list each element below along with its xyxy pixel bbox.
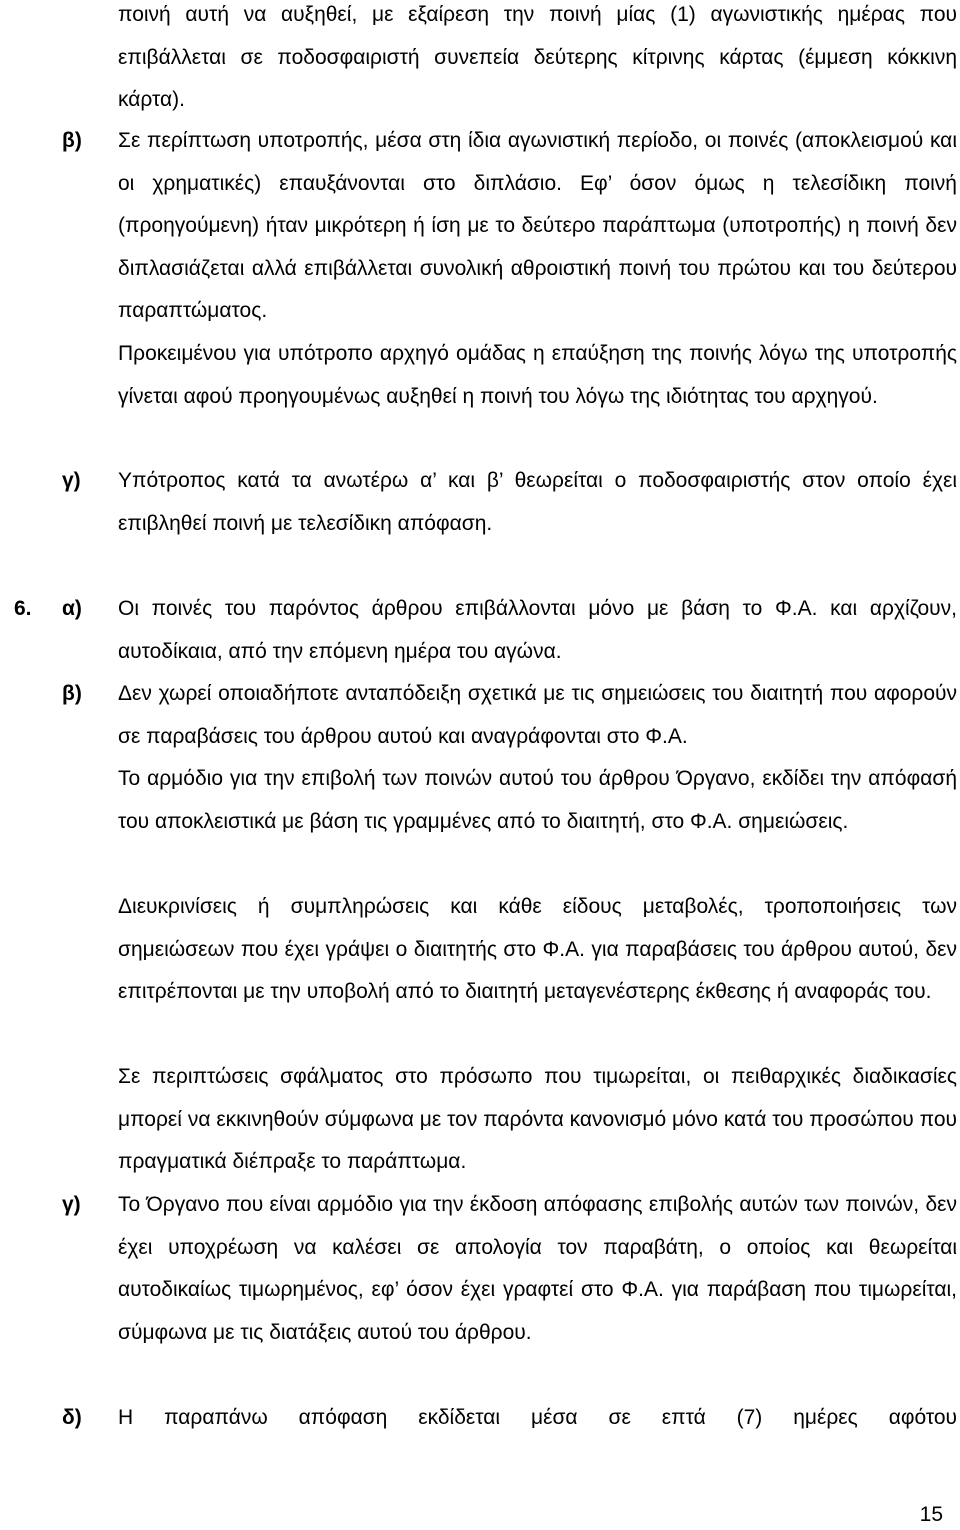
paragraph-captain-recurrence: Προκειμένου για υπότροπο αρχηγό ομάδας η επαύξηση της ποινής λόγω της υποτροπής γίνεται αφού προηγουμένως αυξηθεί η ποινή του λόγω της ιδιότητας του αρχηγού. [118, 342, 957, 408]
paragraph-6b-4: Σε περιπτώσεις σφάλματος στο πρόσωπο που τιμωρείται, οι πειθαρχικές διαδικασίες μπορεί να εκκινηθούν σύμφωνα με τον παρόντα κανονισμό μόνο κατά του προσώπου που πραγματικά διέπραξε το παράπτωμα. [118, 1065, 957, 1173]
paragraph-6d: Η παραπάνω απόφαση εκδίδεται μέσα σε επτά (7) ημέρες αφότου [118, 1406, 957, 1429]
paragraph-recurrence: Σε περίπτωση υποτροπής, μέσα στη ίδια αγωνιστική περίοδο, οι ποινές (αποκλεισμού και οι χρηματικές) επαυξάνονται στο διπλάσιο. Εφ’ όσον όμως η τελεσίδικη ποινή (προηγούμενη) ήταν μικρότερη ή ίση με το δεύτερο παράπτωμα (υποτροπής) η ποινή δεν διπλασιάζεται αλλά επιβάλλεται συνολική αθροιστική ποινή του πρώτου και του δεύτερου παραπτώματος. [118, 129, 957, 322]
intro-paragraph: ποινή αυτή να αυξηθεί, με εξαίρεση την ποινή μίας (1) αγωνιστικής ημέρας που επιβάλλεται σε ποδοσφαιριστή συνεπεία δεύτερης κίτρινης κάρτας (έμμεση κόκκινη κάρτα). [118, 3, 957, 111]
item-label-6d: δ) [62, 1406, 82, 1429]
paragraph-6g: Το Όργανο που είναι αρμόδιο για την έκδοση απόφασης επιβολής αυτών των ποινών, δεν έχει υποχρέωση να καλέσει σε απολογία τον παραβάτη, ο οποίος και θεωρείται αυτοδικαίως τιμωρημένος, εφ’ όσον έχει γραφτεί στο Φ.Α. για παράβαση που τιμωρείται, σύμφωνα με τις διατάξεις αυτού του άρθρου. [118, 1193, 957, 1344]
item-label-g: γ) [62, 469, 81, 492]
item-label-6b: β) [62, 682, 82, 705]
paragraph-6a: Οι ποινές του παρόντος άρθρου επιβάλλονται μόνο με βάση το Φ.Α. και αρχίζουν, αυτοδίκαια, από την επόμενη ημέρα του αγώνα. [118, 597, 957, 663]
paragraph-6b-2: Το αρμόδιο για την επιβολή των ποινών αυτού του άρθρου Όργανο, εκδίδει την απόφασή του αποκλειστικά με βάση τις γραμμένες από το διαιτητή, στο Φ.Α. σημειώσεις. [118, 767, 957, 833]
item-label-b: β) [62, 129, 82, 152]
item-label-6g: γ) [62, 1193, 81, 1216]
paragraph-6b-3: Διευκρινίσεις ή συμπληρώσεις και κάθε είδους μεταβολές, τροποποιήσεις των σημειώσεων που έχει γράψει ο διαιτητής στο Φ.Α. για παραβάσεις του άρθρου αυτού, δεν επιτρέπονται με την υποβολή από το διαιτητή μεταγενέστερης έκθεσης ή αναφοράς του. [118, 895, 957, 1003]
section-number-6: 6. [14, 597, 32, 620]
paragraph-recidivist-definition: Υπότροπος κατά τα ανωτέρω α’ και β’ θεωρείται ο ποδοσφαιριστής στον οποίο έχει επιβληθεί ποινή με τελεσίδικη απόφαση. [118, 469, 957, 535]
item-label-6a: α) [62, 597, 82, 620]
paragraph-6b-1: Δεν χωρεί οποιαδήποτε ανταπόδειξη σχετικά με τις σημειώσεις του διαιτητή που αφορούν σε παραβάσεις του άρθρου αυτού και αναγράφονται στο Φ.Α. [118, 682, 957, 748]
page-number: 15 [919, 1503, 943, 1526]
